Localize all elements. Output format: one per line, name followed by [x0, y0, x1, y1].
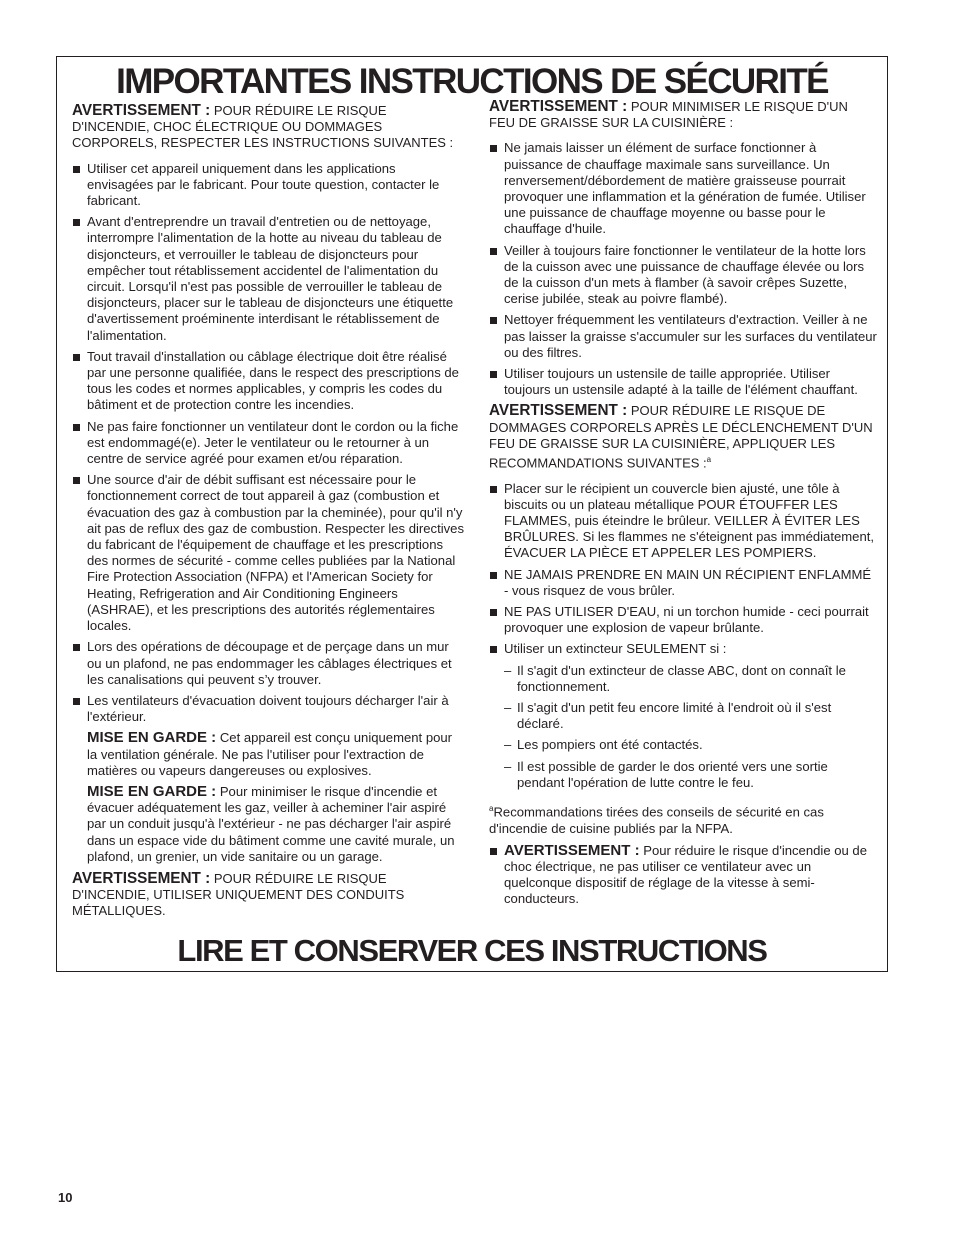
warning-text: POUR RÉDUIRE LE RISQUE D'INCENDIE, CHOC ÉLECTRIQUE OU DOMMAGES CORPORELS, RESPECTER LES INSTRUCTIONS SUIVANTES : — [72, 103, 454, 151]
warning-speed-control — [489, 843, 877, 908]
warning-keyword: AVERTISSEMENT : — [72, 102, 211, 119]
warning-metal-ducts — [72, 871, 464, 920]
warning-grease-fire — [489, 99, 877, 131]
warning-text: POUR RÉDUIRE LE RISQUE DE DOMMAGES CORPORELS APRÈS LE DÉCLENCHEMENT D'UN FEU DE GRAISSE SUR LA CUISINIÈRE, APPLIQUER LES RECOMMANDATIONS SUIVANTES : — [489, 403, 873, 471]
warning-text: Pour réduire le risque d'incendie ou de choc électrique, ne pas utiliser ce ventilateur avec un quelconque dispositif de réglage de la vitesse à semi-conducteurs. — [504, 842, 868, 907]
list-item: Ne jamais laisser un élément de surface fonctionner à puissance de chauffage maximale sans surveillance. Un renversement/débordement de matière graisseuse pourrait provoquer une inflammation et la génération de fumée. Utiliser une puissance de chauffage moyenne ou basse pour le chauffage d'huile. — [489, 140, 877, 237]
warning-fire-shock — [72, 103, 464, 152]
caution-text: Pour minimiser le risque d'incendie et évacuer adéquatement les gaz, veiller à acheminer l'air aspiré par un conduit jusqu'à l'extérieur - ne pas décharger l'air aspiré dans un espace vide du bâtiment comme une cavité murale, un plafond, un grenier, un vide sanitaire ou un garage. — [87, 783, 455, 864]
warning-grease-fire-injury — [489, 403, 877, 471]
left-column — [72, 103, 464, 929]
list-item: Tout travail d'installation ou câblage électrique doit être réalisé par une personne qualifiée, dans le respect des prescriptions de tous les codes et normes applicables, y compris les codes du bâtiment et de protection contre les incendies. — [72, 349, 464, 414]
list-item: Nettoyer fréquemment les ventilateurs d'extraction. Veiller à ne pas laisser la graisse s'accumuler sur les surfaces du ventilateur ou des filtres. — [489, 312, 877, 361]
list-item: Utiliser un extincteur SEULEMENT si : — [489, 641, 877, 657]
list-item: Placer sur le récipient un couvercle bien ajusté, une tôle à biscuits ou un plateau métallique POUR ÉTOUFFER LES FLAMMES, puis éteindre le brûleur. VEILLER À ÉVITER LES BRÛLURES. Si les flammes ne s'éteignent pas immédiatement, ÉVACUER LA PIÈCE ET APPELER LES POMPIERS. — [489, 481, 877, 562]
fire-bullet-list — [489, 481, 877, 658]
warning-text: POUR MINIMISER LE RISQUE D'UN FEU DE GRAISSE SUR LA CUISINIÈRE : — [489, 99, 848, 131]
list-item: Les ventilateurs d'évacuation doivent toujours décharger l'air à l'extérieur. — [72, 693, 464, 725]
warning-keyword: AVERTISSEMENT : — [489, 98, 628, 115]
warning-keyword: AVERTISSEMENT : — [489, 402, 628, 420]
bullet-square-icon — [490, 848, 497, 855]
list-item: – Il est possible de garder le dos orienté vers une sortie pendant l'opération de lutte contre le feu. — [504, 759, 877, 791]
page-title: IMPORTANTES INSTRUCTIONS DE SÉCURITÉ — [116, 62, 828, 101]
footnote-text: Recommandations tirées des conseils de sécurité en cas d'incendie de cuisine publiés par la NFPA. — [489, 804, 824, 836]
list-item: Veiller à toujours faire fonctionner le ventilateur de la hotte lors de la cuisson avec une puissance de chauffage élevée ou lors de la cuisson d'un mets à flamber (à savoir crêpes Suzette, cerise jubilée, steak au poivre flambé). — [489, 243, 877, 308]
page-number: 10 — [58, 1190, 73, 1205]
list-item: Une source d'air de débit suffisant est nécessaire pour le fonctionnement correct de tout appareil à gaz (combustion et évacuation des gaz à combustion par la cheminée), pour qu'il n'y ait pas de reflux des gaz de combustion. Respecter les directives du fabricant de l'équipement de chauffage et les prescriptions des normes de sécurité - comme celles publiées par la National Fire Protection Association (NFPA) et l'American Society for Heating, Refrigeration and Air Conditioning Engineers (ASHRAE), et les prescriptions des autorités réglementaires locales. — [72, 472, 464, 634]
grease-bullet-list — [489, 140, 877, 398]
list-item: NE JAMAIS PRENDRE EN MAIN UN RÉCIPIENT ENFLAMMÉ - vous risquez de vous brûler. — [489, 567, 877, 599]
list-item: Avant d'entreprendre un travail d'entretien ou de nettoyage, interrompre l'alimentation de la hotte au niveau du tableau de disjoncteurs, et verrouiller le tableau de disjoncteurs pour empêcher tout rétablissement accidentel de l'alimentation du circuit. Lorsqu'il n'est pas possible de verrouiller le tableau de disjoncteurs, placer sur le tableau de disjoncteurs une étiquette d'avertissement proéminente interdisant le rétablissement de l'alimentation. — [72, 214, 464, 344]
footnote — [489, 801, 877, 837]
footnote-marker: a — [489, 804, 494, 814]
caution-keyword: MISE EN GARDE : — [87, 782, 217, 800]
footnote-marker: a — [706, 455, 712, 465]
warning-keyword: AVERTISSEMENT : — [72, 869, 211, 887]
warning-keyword: AVERTISSEMENT : — [504, 841, 640, 859]
caution-ventilation — [72, 730, 464, 779]
left-bullet-list — [72, 161, 464, 726]
caution-ducting — [72, 784, 464, 865]
list-item: Lors des opérations de découpage et de perçage dans un mur ou un plafond, ne pas endommager les câblages électriques et les canalisations qui peuvent s’y trouver. — [72, 639, 464, 688]
footer-title: LIRE ET CONSERVER CES INSTRUCTIONS — [177, 933, 767, 968]
list-item: – Il s'agit d'un extincteur de classe ABC, dont on connaît le fonctionnement. — [504, 663, 877, 695]
list-item: Ne pas faire fonctionner un ventilateur dont le cordon ou la fiche est endommagé(e). Jeter le ventilateur ou le retourner à un centre de service agréé pour examen et/ou réparation. — [72, 419, 464, 468]
list-item: – Il s'agit d'un petit feu encore limité à l'endroit où il s'est déclaré. — [504, 700, 877, 732]
caution-keyword: MISE EN GARDE : — [87, 729, 217, 747]
list-item: NE PAS UTILISER D'EAU, ni un torchon humide - ceci pourrait provoquer une explosion de vapeur brûlante. — [489, 604, 877, 636]
caution-text: Cet appareil est conçu uniquement pour la ventilation générale. Ne pas l'utiliser pour l'extraction de matières ou vapeurs dangereuses ou explosives. — [87, 730, 453, 778]
safety-box — [56, 56, 888, 972]
right-column — [489, 99, 877, 908]
extinguisher-conditions — [489, 663, 877, 791]
list-item: Utiliser cet appareil uniquement dans les applications envisagées par le fabricant. Pour toute question, contacter le fabricant. — [72, 161, 464, 210]
list-item: – Les pompiers ont été contactés. — [504, 737, 877, 753]
list-item: Utiliser toujours un ustensile de taille appropriée. Utiliser toujours un ustensile adapté à la taille de l'élément chauffant. — [489, 366, 877, 398]
warning-text: POUR RÉDUIRE LE RISQUE D'INCENDIE, UTILISER UNIQUEMENT DES CONDUITS MÉTALLIQUES. — [72, 870, 405, 919]
